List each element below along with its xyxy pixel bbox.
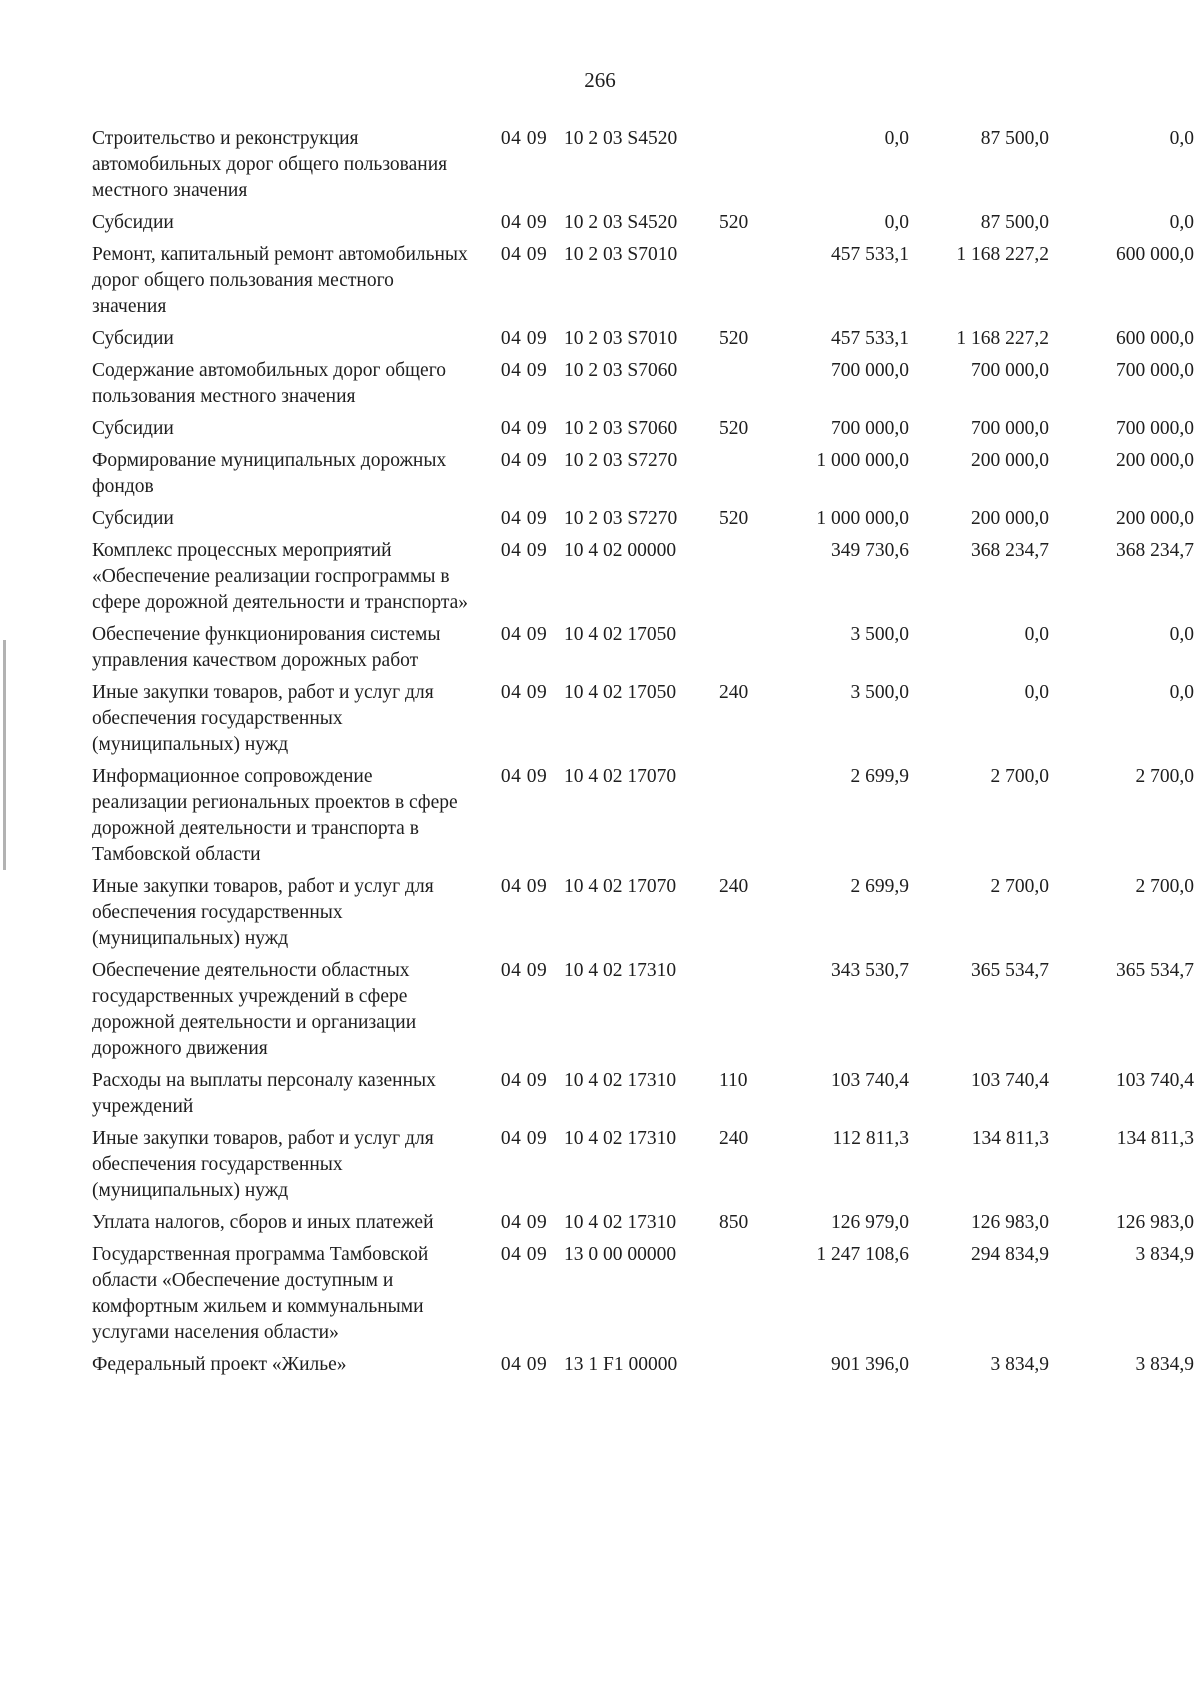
row-target-code: 10 4 02 17070 bbox=[564, 766, 677, 787]
row-expense-kind bbox=[719, 538, 769, 622]
table-row bbox=[92, 680, 1194, 764]
row-amount-year2: 126 983,0 bbox=[971, 1212, 1049, 1233]
row-amount-year2: 2 700,0 bbox=[990, 766, 1049, 787]
row-target-code: 10 4 02 17050 bbox=[564, 624, 677, 645]
row-target-code: 13 1 F1 00000 bbox=[564, 1354, 678, 1375]
row-target-code: 10 4 02 17310 bbox=[564, 960, 677, 981]
row-amount-year1: 343 530,7 bbox=[831, 960, 909, 981]
row-amount-year3: 600 000,0 bbox=[1116, 328, 1194, 349]
row-amount-year3: 2 700,0 bbox=[1135, 876, 1194, 897]
row-amount-year1: 901 396,0 bbox=[831, 1354, 909, 1375]
row-target-code: 10 4 02 17310 bbox=[564, 1128, 677, 1149]
row-target-code: 10 2 03 S7010 bbox=[564, 244, 678, 265]
row-expense-kind: 520 bbox=[719, 328, 749, 349]
row-amount-year1: 103 740,4 bbox=[831, 1070, 909, 1091]
table-row bbox=[92, 1352, 1194, 1384]
row-amount-year1: 2 699,9 bbox=[850, 766, 909, 787]
table-row bbox=[92, 506, 1194, 538]
row-target-code: 13 0 00 00000 bbox=[564, 1244, 677, 1265]
table-row bbox=[92, 1242, 1194, 1352]
row-expense-kind bbox=[719, 764, 769, 874]
row-amount-year2: 134 811,3 bbox=[971, 1128, 1049, 1149]
page-number: 266 bbox=[584, 68, 616, 92]
row-section: 04 09 bbox=[500, 876, 548, 897]
row-amount-year1: 2 699,9 bbox=[850, 876, 909, 897]
row-name: Субсидии bbox=[92, 418, 174, 439]
table-row bbox=[92, 242, 1194, 326]
row-target-code: 10 2 03 S7060 bbox=[564, 418, 678, 439]
row-section: 04 09 bbox=[500, 360, 548, 381]
row-expense-kind bbox=[719, 1352, 769, 1384]
row-amount-year3: 3 834,9 bbox=[1135, 1354, 1194, 1375]
row-expense-kind: 520 bbox=[719, 212, 749, 233]
table-row bbox=[92, 326, 1194, 358]
row-amount-year2: 700 000,0 bbox=[971, 360, 1049, 381]
row-expense-kind bbox=[719, 242, 769, 326]
row-target-code: 10 2 03 S4520 bbox=[564, 212, 678, 233]
row-section: 04 09 bbox=[500, 1070, 548, 1091]
table-row bbox=[92, 448, 1194, 506]
row-amount-year1: 0,0 bbox=[884, 212, 909, 233]
row-name: Ремонт, капитальный ремонт автомобильных дорог общего пользования местного значения bbox=[92, 244, 468, 317]
table-row bbox=[92, 874, 1194, 958]
row-amount-year2: 87 500,0 bbox=[980, 212, 1049, 233]
row-amount-year3: 200 000,0 bbox=[1116, 508, 1194, 529]
row-amount-year2: 3 834,9 bbox=[990, 1354, 1049, 1375]
table-row bbox=[92, 538, 1194, 622]
row-section: 04 09 bbox=[500, 766, 548, 787]
row-amount-year1: 349 730,6 bbox=[831, 540, 909, 561]
row-amount-year3: 0,0 bbox=[1169, 682, 1194, 703]
row-amount-year3: 368 234,7 bbox=[1116, 540, 1194, 561]
row-expense-kind: 240 bbox=[719, 682, 749, 703]
row-amount-year3: 200 000,0 bbox=[1116, 450, 1194, 471]
row-amount-year1: 1 000 000,0 bbox=[816, 450, 909, 471]
row-amount-year3: 2 700,0 bbox=[1135, 766, 1194, 787]
row-amount-year3: 0,0 bbox=[1169, 128, 1194, 149]
row-amount-year1: 700 000,0 bbox=[831, 418, 909, 439]
row-name: Содержание автомобильных дорог общего пользования местного значения bbox=[92, 360, 446, 407]
row-amount-year3: 700 000,0 bbox=[1116, 360, 1194, 381]
row-amount-year2: 1 168 227,2 bbox=[956, 244, 1049, 265]
row-name: Иные закупки товаров, работ и услуг для обеспечения государственных (муниципальных) нужд bbox=[92, 682, 434, 755]
row-section: 04 09 bbox=[500, 682, 548, 703]
row-section: 04 09 bbox=[500, 960, 548, 981]
row-name: Субсидии bbox=[92, 508, 174, 529]
row-name: Уплата налогов, сборов и иных платежей bbox=[92, 1212, 434, 1233]
row-amount-year2: 368 234,7 bbox=[971, 540, 1049, 561]
row-amount-year3: 3 834,9 bbox=[1135, 1244, 1194, 1265]
row-expense-kind: 520 bbox=[719, 418, 749, 439]
scan-edge-mark bbox=[3, 640, 6, 870]
row-name: Федеральный проект «Жилье» bbox=[92, 1354, 347, 1375]
row-amount-year1: 126 979,0 bbox=[831, 1212, 909, 1233]
table-row bbox=[92, 358, 1194, 416]
row-expense-kind bbox=[719, 448, 769, 506]
table-row bbox=[92, 126, 1194, 210]
row-expense-kind bbox=[719, 126, 769, 210]
row-name: Иные закупки товаров, работ и услуг для обеспечения государственных (муниципальных) нужд bbox=[92, 876, 434, 949]
table-row bbox=[92, 764, 1194, 874]
row-amount-year1: 457 533,1 bbox=[831, 244, 909, 265]
row-expense-kind: 110 bbox=[719, 1070, 748, 1091]
row-target-code: 10 2 03 S7010 bbox=[564, 328, 678, 349]
table-body bbox=[92, 126, 1194, 1384]
row-amount-year3: 365 534,7 bbox=[1116, 960, 1194, 981]
table-row bbox=[92, 958, 1194, 1068]
row-name: Субсидии bbox=[92, 212, 174, 233]
row-target-code: 10 4 02 17050 bbox=[564, 682, 677, 703]
row-amount-year3: 0,0 bbox=[1169, 212, 1194, 233]
row-target-code: 10 2 03 S4520 bbox=[564, 128, 678, 149]
row-target-code: 10 4 02 17310 bbox=[564, 1212, 677, 1233]
row-amount-year2: 0,0 bbox=[1024, 682, 1049, 703]
row-section: 04 09 bbox=[500, 540, 548, 561]
row-amount-year2: 200 000,0 bbox=[971, 508, 1049, 529]
row-amount-year1: 700 000,0 bbox=[831, 360, 909, 381]
row-amount-year3: 700 000,0 bbox=[1116, 418, 1194, 439]
row-amount-year2: 1 168 227,2 bbox=[956, 328, 1049, 349]
table-row bbox=[92, 210, 1194, 242]
row-amount-year1: 0,0 bbox=[884, 128, 909, 149]
row-amount-year3: 600 000,0 bbox=[1116, 244, 1194, 265]
row-amount-year3: 134 811,3 bbox=[1116, 1128, 1194, 1149]
row-name: Иные закупки товаров, работ и услуг для обеспечения государственных (муниципальных) нужд bbox=[92, 1128, 434, 1201]
row-section: 04 09 bbox=[500, 1212, 548, 1233]
row-section: 04 09 bbox=[500, 128, 548, 149]
row-section: 04 09 bbox=[500, 418, 548, 439]
row-expense-kind: 520 bbox=[719, 508, 749, 529]
row-amount-year2: 365 534,7 bbox=[971, 960, 1049, 981]
row-amount-year1: 112 811,3 bbox=[832, 1128, 909, 1149]
table-row bbox=[92, 1068, 1194, 1126]
row-name: Информационное сопровождение реализации региональных проектов в сфере дорожной деятельности и транспорта в Тамбовской области bbox=[92, 766, 458, 865]
row-amount-year1: 1 247 108,6 bbox=[816, 1244, 909, 1265]
row-expense-kind bbox=[719, 958, 769, 1068]
row-name: Субсидии bbox=[92, 328, 174, 349]
row-expense-kind: 240 bbox=[719, 1128, 749, 1149]
row-expense-kind: 240 bbox=[719, 876, 749, 897]
row-name: Обеспечение деятельности областных государственных учреждений в сфере дорожной деятельности и организации дорожного движения bbox=[92, 960, 417, 1059]
row-target-code: 10 2 03 S7270 bbox=[564, 508, 678, 529]
row-amount-year2: 294 834,9 bbox=[971, 1244, 1049, 1265]
row-target-code: 10 4 02 17310 bbox=[564, 1070, 677, 1091]
row-amount-year3: 126 983,0 bbox=[1116, 1212, 1194, 1233]
row-amount-year2: 700 000,0 bbox=[971, 418, 1049, 439]
row-name: Расходы на выплаты персоналу казенных учреждений bbox=[92, 1070, 436, 1117]
row-amount-year1: 3 500,0 bbox=[850, 624, 909, 645]
row-section: 04 09 bbox=[500, 328, 548, 349]
row-amount-year2: 2 700,0 bbox=[990, 876, 1049, 897]
row-amount-year1: 1 000 000,0 bbox=[816, 508, 909, 529]
row-amount-year3: 0,0 bbox=[1169, 624, 1194, 645]
table-row bbox=[92, 416, 1194, 448]
row-target-code: 10 2 03 S7270 bbox=[564, 450, 678, 471]
row-target-code: 10 4 02 17070 bbox=[564, 876, 677, 897]
row-expense-kind: 850 bbox=[719, 1212, 749, 1233]
row-name: Комплекс процессных мероприятий «Обеспечение реализации госпрограммы в сфере дорожной деятельности и транспорта» bbox=[92, 540, 469, 613]
row-amount-year2: 103 740,4 bbox=[971, 1070, 1049, 1091]
row-amount-year1: 3 500,0 bbox=[850, 682, 909, 703]
row-section: 04 09 bbox=[500, 1244, 548, 1265]
row-amount-year2: 200 000,0 bbox=[971, 450, 1049, 471]
row-amount-year1: 457 533,1 bbox=[831, 328, 909, 349]
row-expense-kind bbox=[719, 358, 769, 416]
row-name: Государственная программа Тамбовской области «Обеспечение доступным и комфортным жильем и коммунальными услугами населения области» bbox=[92, 1244, 429, 1343]
row-section: 04 09 bbox=[500, 244, 548, 265]
row-target-code: 10 2 03 S7060 bbox=[564, 360, 678, 381]
table-row bbox=[92, 622, 1194, 680]
row-section: 04 09 bbox=[500, 1128, 548, 1149]
row-section: 04 09 bbox=[500, 450, 548, 471]
row-section: 04 09 bbox=[500, 1354, 548, 1375]
row-amount-year2: 87 500,0 bbox=[980, 128, 1049, 149]
table-row bbox=[92, 1126, 1194, 1210]
row-amount-year2: 0,0 bbox=[1024, 624, 1049, 645]
budget-table bbox=[92, 126, 1194, 1384]
row-expense-kind bbox=[719, 1242, 769, 1352]
row-section: 04 09 bbox=[500, 508, 548, 529]
row-target-code: 10 4 02 00000 bbox=[564, 540, 677, 561]
row-name: Обеспечение функционирования системы управления качеством дорожных работ bbox=[92, 624, 441, 671]
row-amount-year3: 103 740,4 bbox=[1116, 1070, 1194, 1091]
row-section: 04 09 bbox=[500, 212, 548, 233]
table-row bbox=[92, 1210, 1194, 1242]
row-section: 04 09 bbox=[500, 624, 548, 645]
row-name: Формирование муниципальных дорожных фондов bbox=[92, 450, 447, 497]
row-expense-kind bbox=[719, 622, 769, 680]
row-name: Строительство и реконструкция автомобильных дорог общего пользования местного значения bbox=[92, 128, 448, 201]
